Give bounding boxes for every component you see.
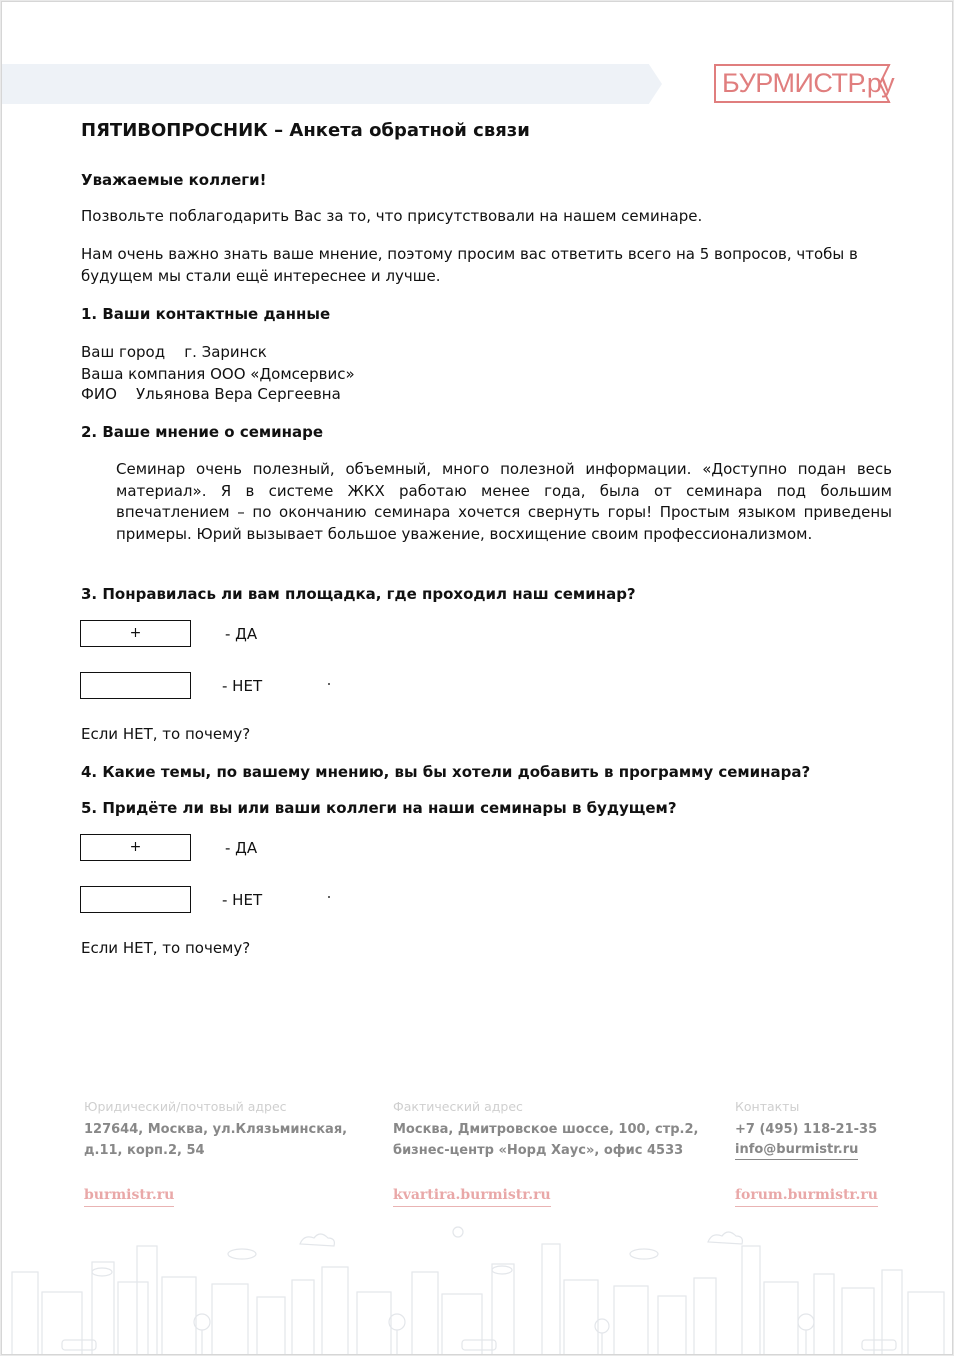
q3-yes-checkbox[interactable]: + — [80, 620, 191, 647]
name-value: Ульянова Вера Сергеевна — [136, 385, 341, 403]
link-kvartira[interactable]: kvartira.burmistr.ru — [393, 1187, 551, 1207]
contacts-label: Контакты — [735, 1099, 800, 1114]
intro-paragraph-2: Нам очень важно знать ваше мнение, поэтому просим вас ответить всего на 5 вопросов, чтобы в будущем мы стали ещё интереснее и лучше. — [81, 245, 858, 285]
city-row — [81, 341, 267, 363]
company-label: Ваша компания — [81, 365, 206, 383]
q2-answer: Семинар очень полезный, объемный, много полезной информации. «Доступно подан весь материал». Я в системе ЖКХ работаю менее года, была от семинара под большим впечатлением – по окончанию семинара хочется свернуть горы! Простым языком приведены примеры. Юрий вызывает большое уважение, восхищение своим профессионализмом. — [116, 460, 892, 543]
link-burmistr[interactable]: burmistr.ru — [84, 1187, 174, 1207]
q5-yes-checkbox[interactable]: + — [80, 834, 191, 861]
header-band — [2, 64, 662, 104]
logo-bracket-icon — [876, 64, 892, 103]
legal-address-line1: 127644, Москва, ул.Клязьминская, — [84, 1122, 348, 1137]
q3-no-label: - НЕТ — [222, 677, 263, 695]
legal-address-line2: д.11, корп.2, 54 — [84, 1143, 205, 1158]
q4-heading: 4. Какие темы, по вашему мнению, вы бы хотели добавить в программу семинара? — [81, 763, 811, 781]
name-row — [81, 383, 341, 405]
city-skyline-illustration — [2, 1222, 953, 1355]
q3-no-checkbox[interactable] — [80, 672, 191, 699]
q5-no-label: - НЕТ — [222, 891, 263, 909]
q5-heading: 5. Придёте ли вы или ваши коллеги на наши семинары в будущем? — [81, 799, 677, 817]
stray-dot — [328, 683, 330, 685]
q3-heading: 3. Понравилась ли вам площадка, где проходил наш семинар? — [81, 585, 636, 603]
actual-address-line1: Москва, Дмитровское шоссе, 100, стр.2, — [393, 1122, 699, 1137]
document-page — [1, 1, 953, 1355]
q3-why: Если НЕТ, то почему? — [81, 725, 251, 743]
company-row — [81, 363, 355, 385]
name-label: ФИО — [81, 385, 117, 403]
actual-address-label: Фактический адрес — [393, 1099, 523, 1114]
intro-paragraph-1: Позвольте поблагодарить Вас за то, что присутствовали на нашем семинаре. — [81, 207, 703, 225]
q3-yes-label: - ДА — [225, 625, 258, 643]
contact-email[interactable]: info@burmistr.ru — [735, 1141, 858, 1160]
q5-why: Если НЕТ, то почему? — [81, 939, 251, 957]
contact-phone: +7 (495) 118-21-35 — [735, 1122, 878, 1137]
company-value: ООО «Домсервис» — [210, 365, 355, 383]
burmistr-logo: БУРМИСТР.ру — [714, 64, 890, 103]
q2-heading: 2. Ваше мнение о семинаре — [81, 423, 324, 441]
greeting: Уважаемые коллеги! — [81, 171, 267, 189]
page-title: ПЯТИВОПРОСНИК – Анкета обратной связи — [81, 120, 530, 141]
legal-address-label: Юридический/почтовый адрес — [84, 1099, 287, 1114]
link-forum[interactable]: forum.burmistr.ru — [735, 1187, 878, 1207]
city-value: г. Заринск — [184, 343, 267, 361]
city-label: Ваш город — [81, 343, 166, 361]
q5-no-checkbox[interactable] — [80, 886, 191, 913]
actual-address-line2: бизнес-центр «Норд Хаус», офис 4533 — [393, 1143, 684, 1158]
q5-yes-label: - ДА — [225, 839, 258, 857]
q1-heading: 1. Ваши контактные данные — [81, 305, 331, 323]
stray-dot — [328, 896, 330, 898]
